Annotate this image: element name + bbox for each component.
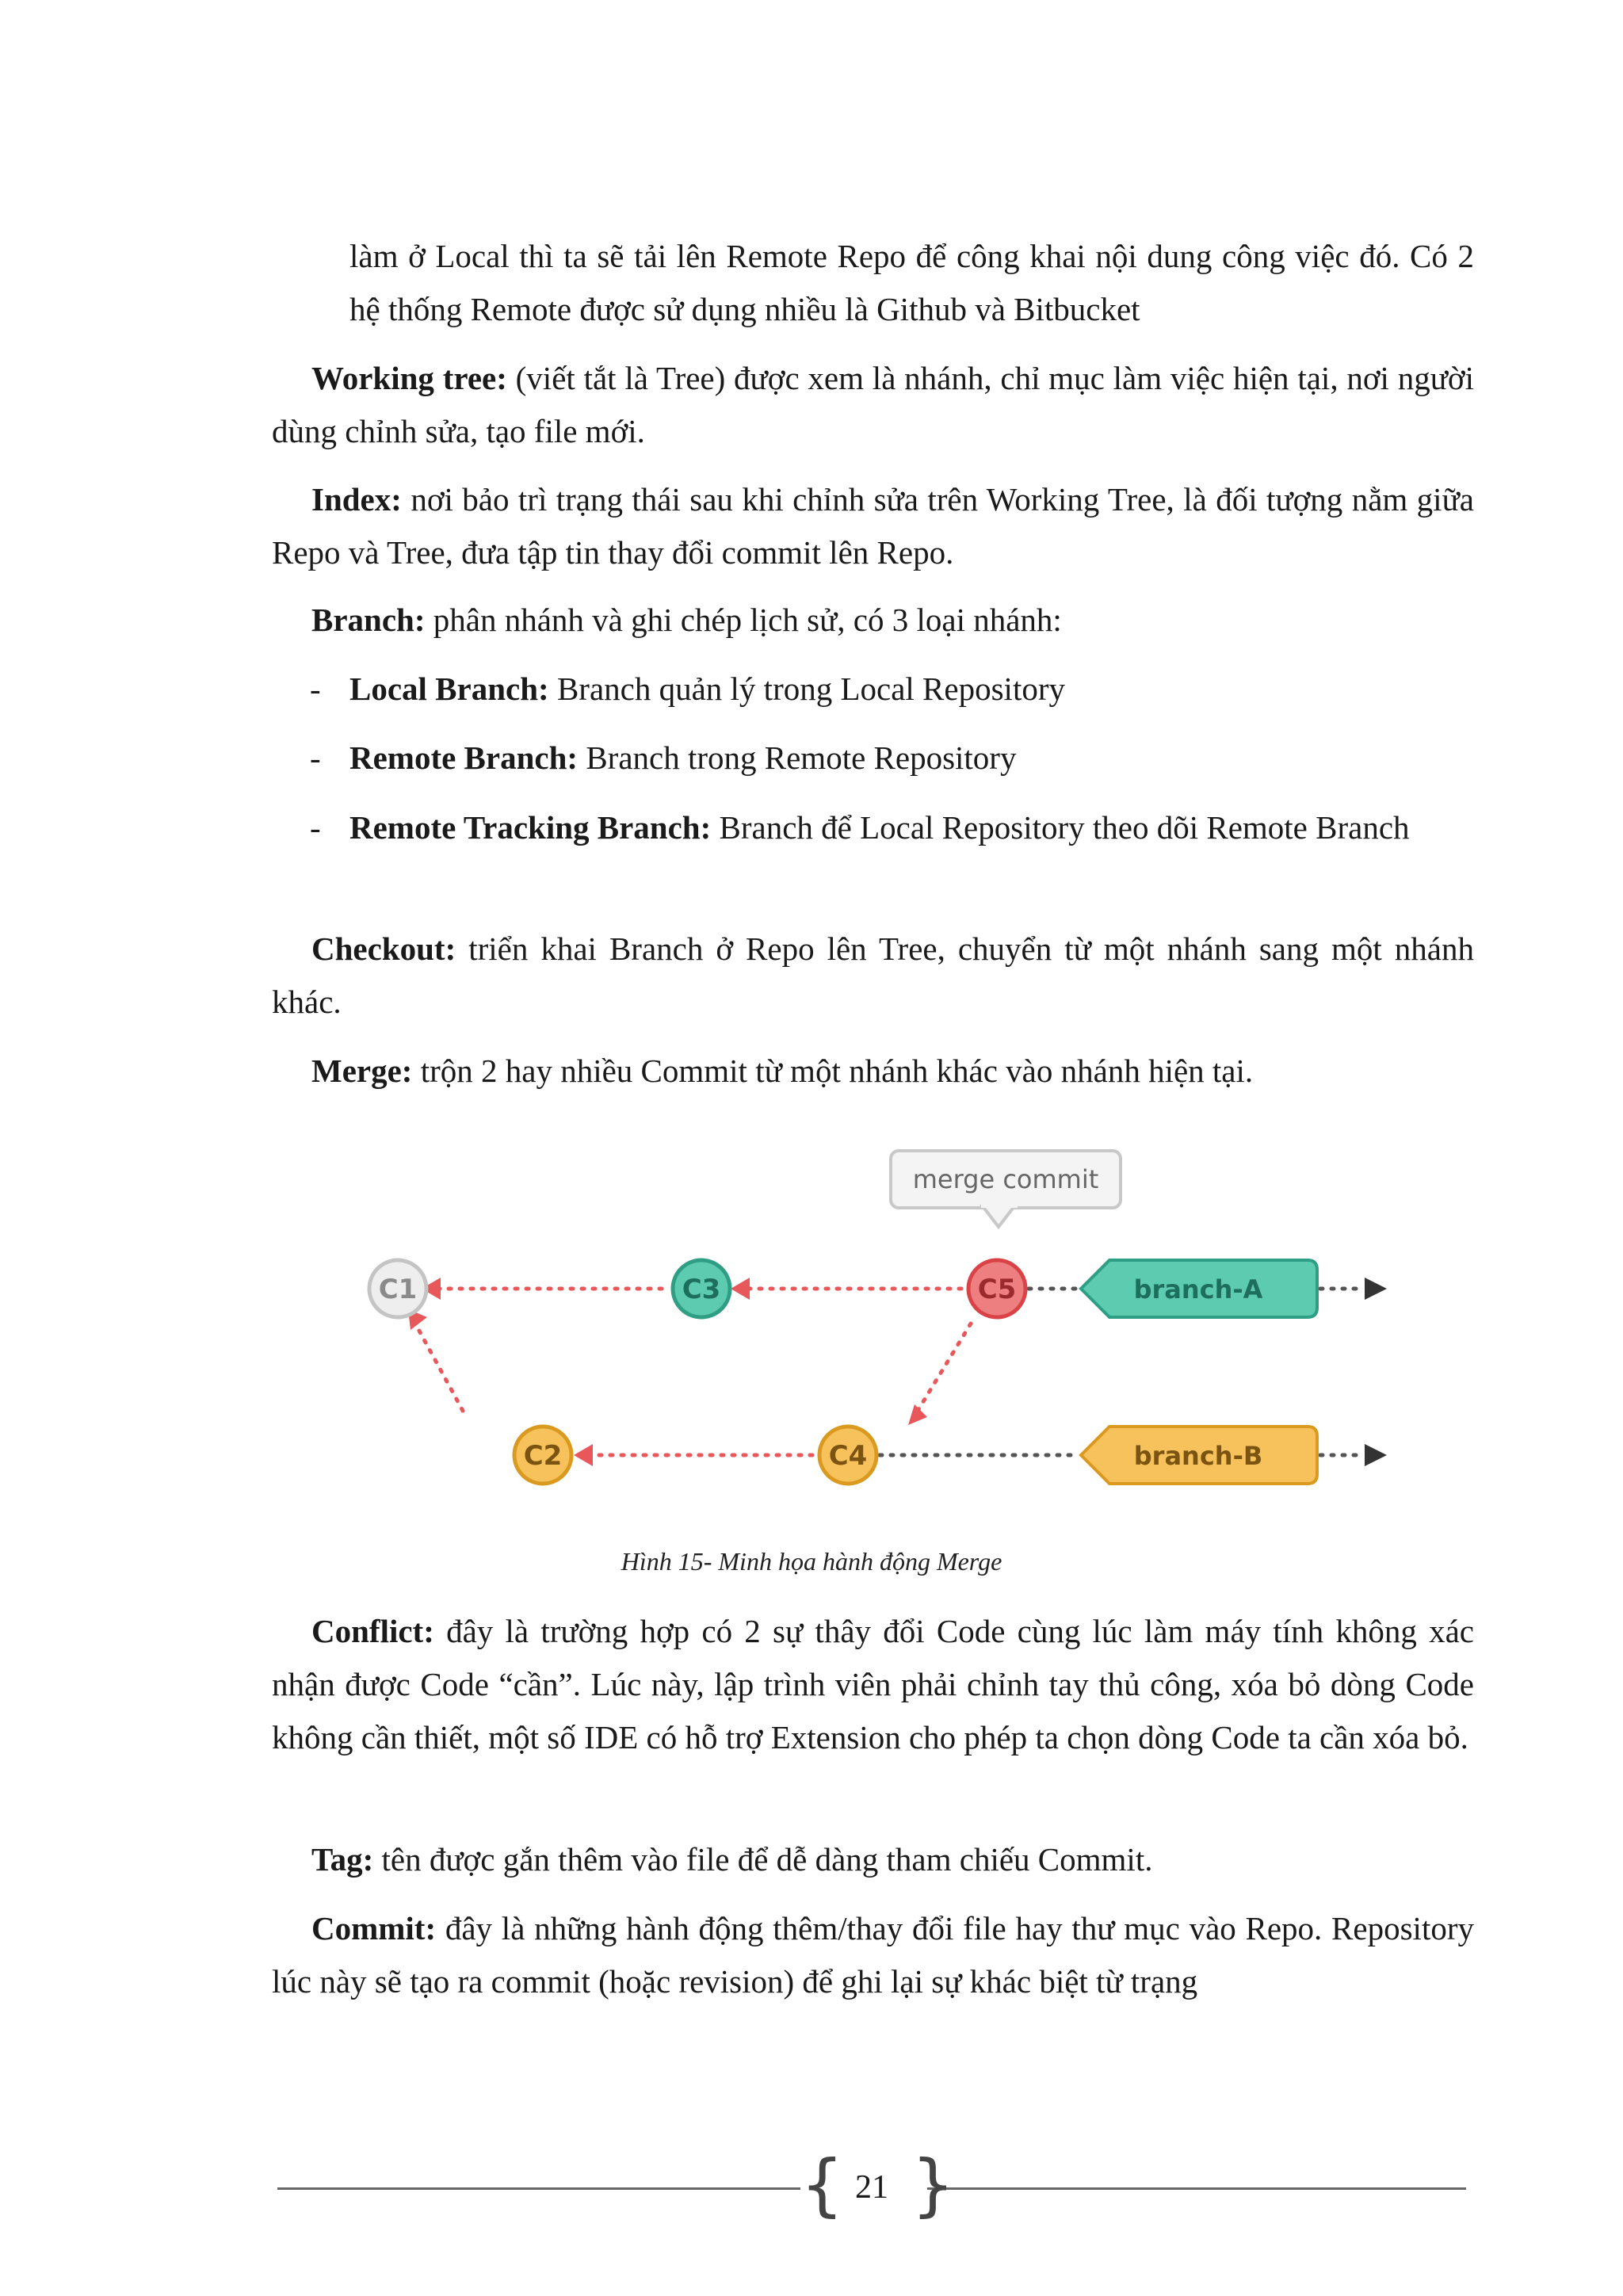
term-merge: Merge:	[311, 1052, 413, 1089]
left-brace-icon: {	[800, 2145, 844, 2225]
commit-c5-label: C5	[977, 1274, 1017, 1305]
branch-a-label	[1081, 1260, 1317, 1317]
paragraph-remote-repo: làm ở Local thì ta sẽ tải lên Remote Repo để công khai nội dung công việc đó. Có 2 hệ thống Remote được sử dụng nhiều là Github và Bitbucket	[349, 238, 1474, 327]
footer-rule-left	[277, 2187, 800, 2190]
term-checkout: Checkout:	[311, 930, 456, 967]
term-remote-tracking-branch: Remote Tracking Branch:	[349, 809, 712, 846]
edge-c2-c1	[415, 1324, 463, 1411]
bullet-dash: -	[310, 739, 321, 776]
commit-c2-label: C2	[523, 1440, 563, 1472]
definition-checkout: triển khai Branch ở Repo lên Tree, chuyển từ một nhánh sang một nhánh khác.	[272, 930, 1474, 1020]
term-working-tree: Working tree:	[311, 360, 507, 396]
merge-diagram	[349, 1133, 1426, 1506]
definition-index: nơi bảo trì trạng thái sau khi chỉnh sửa trên Working Tree, là đối tượng nằm giữa Repo và Tree, đưa tập tin thay đổi commit lên Repo.	[272, 481, 1474, 571]
term-commit: Commit:	[311, 1910, 437, 1946]
bullet-remote-tracking-branch	[272, 801, 1474, 854]
term-branch: Branch:	[311, 602, 426, 638]
commit-c2	[514, 1427, 571, 1484]
right-brace-icon: }	[911, 2145, 955, 2225]
term-local-branch: Local Branch:	[349, 670, 549, 707]
merge-commit-tooltip	[891, 1151, 1121, 1227]
definition-commit: đây là những hành động thêm/thay đổi file hay thư mục vào Repo. Repository lúc này sẽ tạo ra commit (hoặc revision) để ghi lại sự khác biệt từ trạng	[272, 1910, 1474, 2000]
commit-c1-label: C1	[378, 1274, 418, 1305]
commit-c3	[673, 1260, 730, 1317]
term-conflict: Conflict:	[311, 1613, 434, 1649]
paragraph-working-tree	[272, 352, 1474, 458]
figure-caption: Hình 15- Minh họa hành động Merge	[621, 1547, 1002, 1576]
commit-c4-label: C4	[828, 1440, 868, 1472]
definition-conflict: đây là trường hợp có 2 sự thây đổi Code cùng lúc làm máy tính không xác nhận được Code “cần”. Lúc này, lập trình viên phải chỉnh tay thủ công, xóa bỏ dòng Code không cần thiết, một số IDE có hỗ trợ Extension cho phép ta chọn dòng Code ta cần xóa bỏ.	[272, 1613, 1474, 1755]
bullet-local-branch	[272, 663, 1474, 716]
paragraph-checkout	[272, 923, 1474, 1029]
branch-a-text: branch-A	[1133, 1274, 1263, 1305]
footer-rule-right	[927, 2187, 1466, 2190]
definition-branch: phân nhánh và ghi chép lịch sử, có 3 loại nhánh:	[425, 602, 1062, 638]
branch-b-text: branch-B	[1133, 1441, 1263, 1471]
definition-remote-tracking-branch: Branch để Local Repository theo dõi Remote Branch	[711, 809, 1410, 846]
arrowhead-to-c3	[731, 1278, 750, 1300]
commit-c5	[968, 1260, 1025, 1317]
paragraph-conflict	[272, 1605, 1474, 1764]
term-remote-branch: Remote Branch:	[349, 739, 579, 776]
definition-remote-branch: Branch trong Remote Repository	[578, 739, 1017, 776]
paragraph-branch	[272, 594, 1474, 647]
term-index: Index:	[311, 481, 402, 518]
page-number: 21	[855, 2169, 888, 2206]
definition-working-tree: (viết tắt là Tree) được xem là nhánh, chỉ mục làm việc hiện tại, nơi người dùng chỉnh sửa, tạo file mới.	[272, 360, 1474, 449]
bullet-remote-branch	[272, 732, 1474, 785]
definition-local-branch: Branch quản lý trong Local Repository	[548, 670, 1065, 707]
arrowhead-to-c2	[574, 1444, 593, 1466]
bullet-dash: -	[310, 670, 321, 707]
paragraph-tag	[272, 1833, 1474, 1886]
play-arrow-icon	[1365, 1444, 1387, 1466]
branch-b-label	[1081, 1427, 1317, 1484]
commit-c1	[369, 1260, 426, 1317]
paragraph-index	[272, 473, 1474, 579]
bullet-dash: -	[310, 809, 321, 846]
paragraph-merge	[272, 1045, 1474, 1098]
play-arrow-icon	[1365, 1278, 1387, 1300]
definition-tag: tên được gắn thêm vào file để dễ dàng tham chiếu Commit.	[373, 1841, 1153, 1878]
commit-c3-label: C3	[682, 1274, 721, 1305]
edge-c5-c4	[918, 1324, 971, 1411]
paragraph-commit	[272, 1902, 1474, 2008]
definition-merge: trộn 2 hay nhiều Commit từ một nhánh khác vào nhánh hiện tại.	[412, 1052, 1254, 1089]
term-tag: Tag:	[311, 1841, 374, 1878]
commit-c4	[819, 1427, 876, 1484]
tooltip-label: merge commit	[912, 1164, 1099, 1194]
